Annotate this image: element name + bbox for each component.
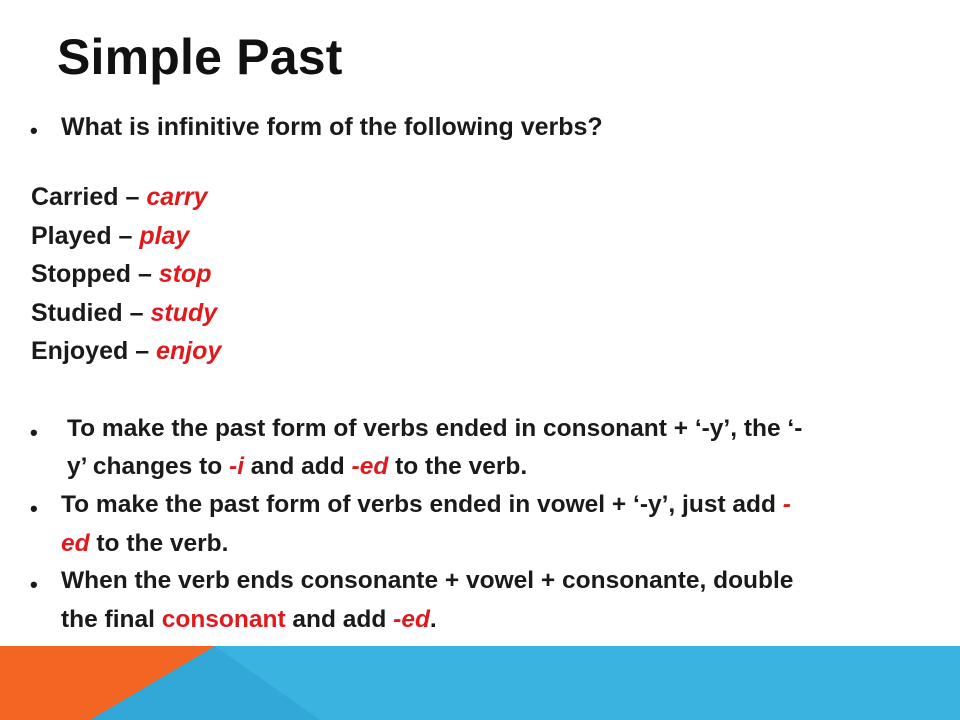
verb-dash: –	[128, 337, 157, 365]
rule-text: y’ changes to	[67, 453, 230, 480]
rule-1-line-2	[67, 453, 527, 481]
verb-past: Played	[31, 222, 112, 250]
footer-decoration	[0, 646, 960, 720]
verb-row	[31, 222, 189, 251]
verb-dash: –	[111, 222, 140, 250]
rule-2-line-2	[61, 530, 228, 558]
bullet-icon: •	[30, 420, 38, 445]
verb-infinitive: carry	[146, 183, 208, 211]
slide-title: Simple Past	[57, 29, 343, 85]
question-text: What is infinitive form of the following verbs?	[61, 113, 603, 141]
verb-row	[31, 337, 221, 366]
verb-past: Studied	[31, 299, 123, 327]
verb-row	[31, 299, 217, 328]
verb-infinitive: enjoy	[156, 337, 222, 365]
rule-text: to the verb.	[89, 530, 229, 557]
verb-infinitive: play	[139, 222, 190, 250]
rule-3-line-2	[61, 606, 437, 634]
rule-highlight: -ed	[393, 606, 430, 633]
rule-text: and add	[244, 453, 352, 480]
verb-past: Carried	[31, 183, 119, 211]
rule-text: and add	[285, 606, 394, 633]
verb-row	[31, 183, 208, 212]
rule-text: .	[429, 606, 437, 633]
rule-text: the final	[61, 606, 162, 633]
bullet-icon: •	[30, 496, 38, 521]
verb-infinitive: stop	[158, 260, 212, 288]
verb-row	[31, 260, 212, 289]
bullet-icon: •	[30, 572, 38, 597]
rule-highlight: -	[782, 491, 791, 518]
rule-1-line-1: To make the past form of verbs ended in consonant + ‘-y’, the ‘-	[67, 415, 803, 442]
rule-highlight: -i	[229, 453, 244, 480]
rule-3-line-1: When the verb ends consonante + vowel + consonante, double	[61, 567, 794, 594]
verb-dash: –	[131, 260, 159, 288]
rule-text: to the verb.	[388, 453, 528, 480]
rule-highlight: ed	[61, 530, 90, 557]
verb-infinitive: study	[150, 299, 218, 327]
rule-highlight: -ed	[351, 453, 389, 480]
verb-dash: –	[118, 183, 147, 211]
verb-dash: –	[122, 299, 151, 327]
verb-past: Stopped	[31, 260, 131, 288]
rule-highlight: consonant	[161, 606, 286, 633]
rule-text: To make the past form of verbs ended in vowel + ‘-y’, just add	[61, 491, 783, 518]
bullet-icon: •	[30, 118, 38, 143]
rule-2-line-1	[61, 491, 791, 519]
verb-past: Enjoyed	[31, 337, 129, 365]
